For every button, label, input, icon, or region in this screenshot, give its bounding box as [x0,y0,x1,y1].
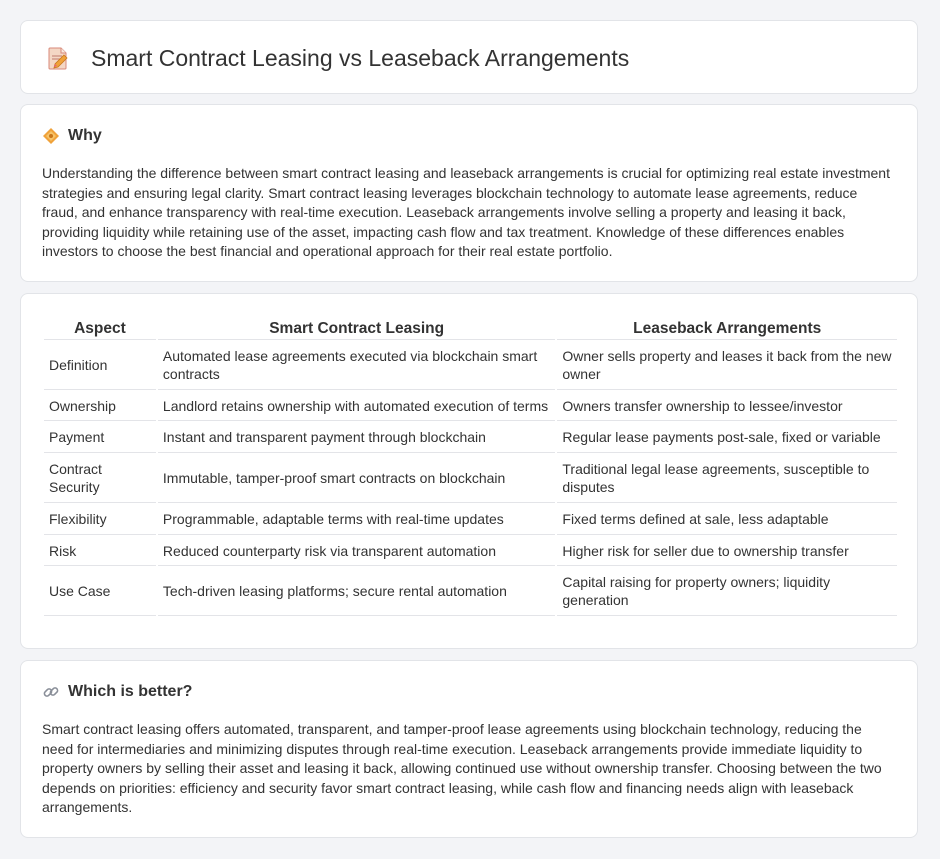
table-row [44,568,897,616]
leaseback-cell: Capital raising for property owners; liquidity generation [557,568,897,616]
which-better-title: Which is better? [68,683,193,700]
title-card [20,20,918,94]
smart-contract-cell: Tech-driven leasing platforms; secure rental automation [158,568,555,616]
leaseback-cell: Traditional legal lease agreements, susceptible to disputes [557,455,897,503]
smart-contract-cell: Programmable, adaptable terms with real-time updates [158,505,555,535]
why-text: Understanding the difference between smart contract leasing and leaseback arrangements is crucial for optimizing real estate investment strategies and ensuring legal clarity. Smart contract leasing leverages blockchain technology to automate lease agreements, reduce fraud, and enhance transparency with real-time execution. Leaseback arrangements involve selling a property and leasing it back, providing liquidity while retaining use of the asset, impacting cash flow and tax treatment. Knowledge of these differences enables investors to choose the best financial and operational approach for their real estate portfolio. [42,165,890,260]
leaseback-cell: Owners transfer ownership to lessee/investor [557,392,897,422]
why-section [20,104,918,282]
table-row [44,537,897,567]
smart-contract-cell: Immutable, tamper-proof smart contracts on blockchain [158,455,555,503]
table-row [44,423,897,453]
aspect-cell: Payment [44,423,156,453]
table-row [44,342,897,390]
which-better-text: Smart contract leasing offers automated, transparent, and tamper-proof lease agreements using blockchain technology, reducing the need for intermediaries and minimizing disputes through real-time execution. Leaseback arrangements provide immediate liquidity to property owners by selling their asset and leasing it back, allowing continued use without ownership transfer. Choosing between the two depends on priorities: efficiency and security favor smart contract leasing, while cash flow and financing needs align with leaseback arrangements. [42,721,882,816]
which-better-section [20,660,918,838]
smart-contract-cell: Automated lease agreements executed via blockchain smart contracts [158,342,555,390]
column-header-smart-contract: Smart Contract Leasing [158,318,555,340]
column-header-aspect: Aspect [44,318,156,340]
leaseback-cell: Higher risk for seller due to ownership transfer [557,537,897,567]
smart-contract-cell: Landlord retains ownership with automated execution of terms [158,392,555,422]
aspect-cell: Flexibility [44,505,156,535]
why-title: Why [68,127,102,144]
table-row [44,392,897,422]
aspect-cell: Use Case [44,568,156,616]
leaseback-cell: Regular lease payments post-sale, fixed or variable [557,423,897,453]
link-icon [42,683,60,701]
table-row [44,505,897,535]
smart-contract-cell: Instant and transparent payment through blockchain [158,423,555,453]
aspect-cell: Contract Security [44,455,156,503]
diamond-icon [42,127,60,145]
aspect-cell: Risk [44,537,156,567]
smart-contract-cell: Reduced counterparty risk via transparent automation [158,537,555,567]
which-better-header [42,683,192,701]
aspect-cell: Ownership [44,392,156,422]
leaseback-cell: Owner sells property and leases it back from the new owner [557,342,897,390]
why-header [42,127,102,145]
document-pencil-icon [45,45,71,71]
table-row [44,455,897,503]
aspect-cell: Definition [44,342,156,390]
comparison-table [42,316,899,618]
title-row [45,43,629,73]
table-header-row [44,318,897,340]
comparison-section [20,293,918,649]
page-title: Smart Contract Leasing vs Leaseback Arrangements [91,45,630,71]
column-header-leaseback: Leaseback Arrangements [557,318,897,340]
leaseback-cell: Fixed terms defined at sale, less adaptable [557,505,897,535]
